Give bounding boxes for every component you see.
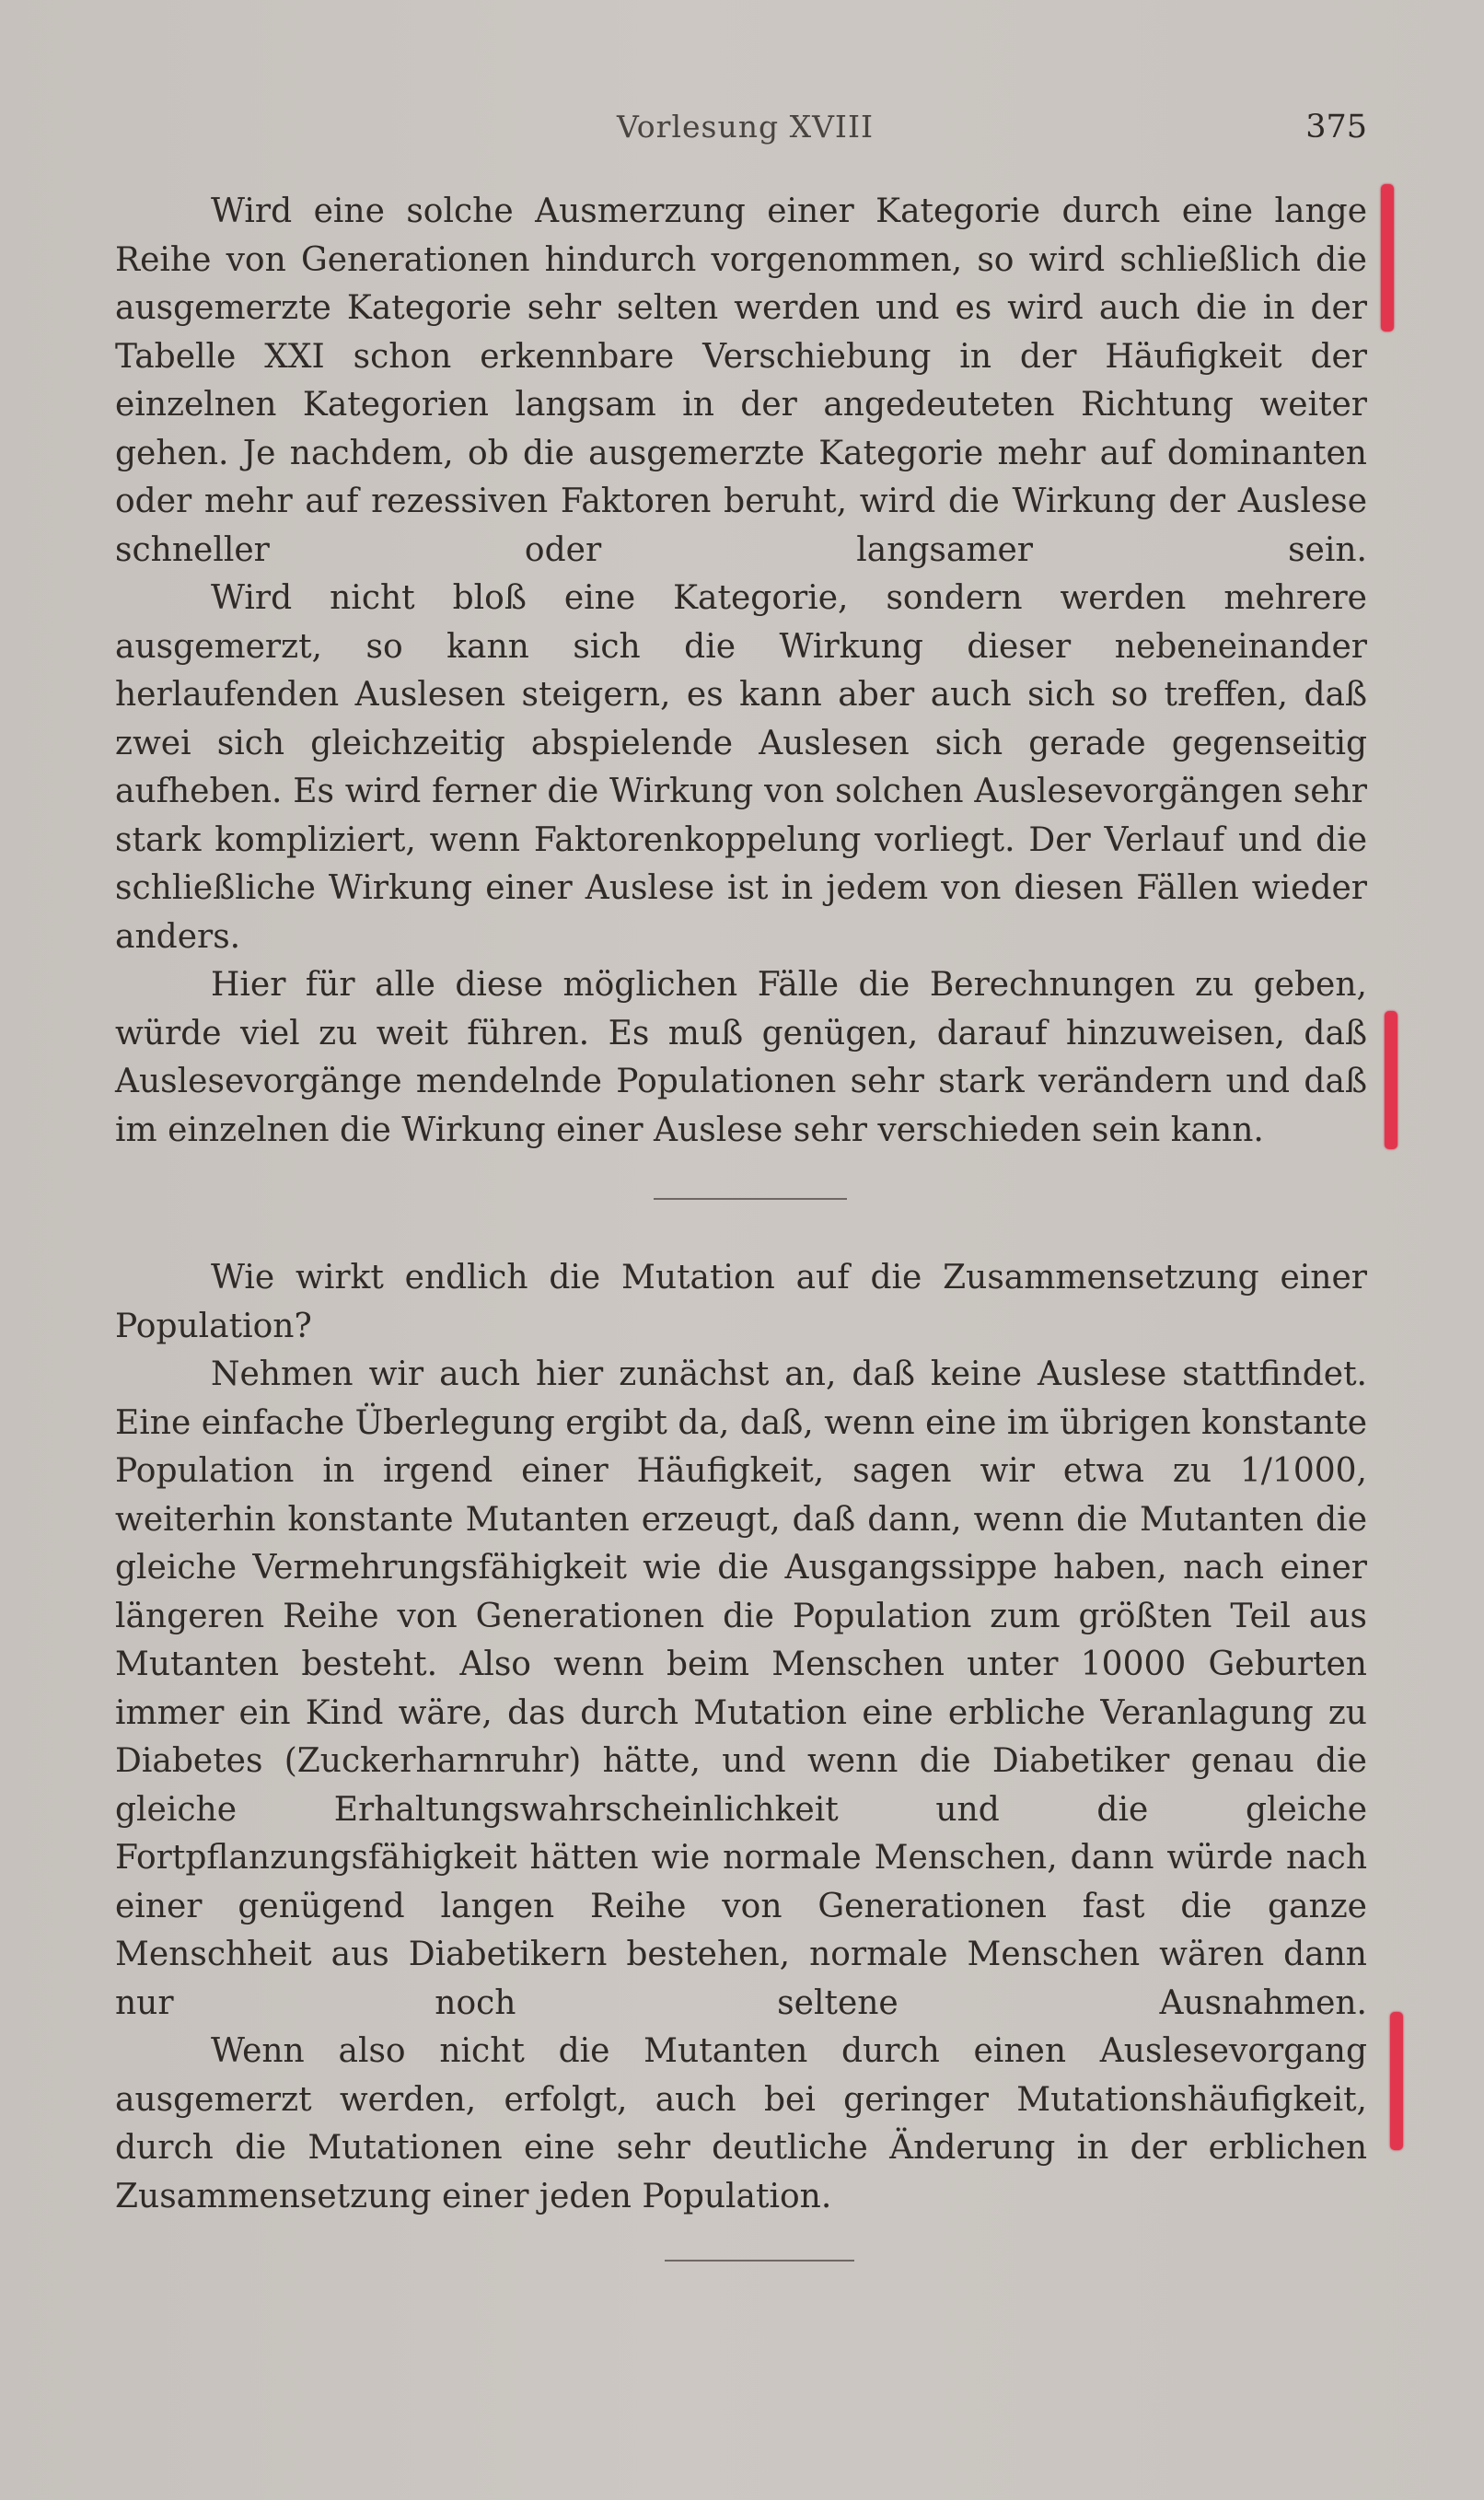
section-divider — [654, 1198, 847, 1200]
running-title: Vorlesung XVIII — [617, 109, 875, 145]
highlight-marker — [1390, 2012, 1403, 2150]
paragraph: Wird nicht bloß eine Kategorie, sondern werden mehrere ausgemerzt, so kann sich die Wirkung dieser nebeneinander herlaufenden Auslesen steigern, es kann aber auch sich so treffen, daß zwei sich gleichzeitig abspielende Auslesen sich gerade gegenseitig aufheben. Es wird ferner die Wirkung von solchen Auslesevorgängen sehr stark kompliziert, wenn Faktorenkoppelung vorliegt. Der Verlauf und die schließliche Wirkung einer Auslese ist in jedem von diesen Fällen wieder anders. — [115, 579, 1367, 956]
paragraph: Wie wirkt endlich die Mutation auf die Zusammensetzung einer Population? — [115, 1259, 1367, 1345]
section-divider — [665, 2260, 854, 2262]
paragraph: Hier für alle diese möglichen Fälle die Berechnungen zu geben, würde viel zu weit führen. Es muß genügen, darauf hinzuweisen, daß Auslesevorgänge mendelnde Populationen sehr stark verändern und daß im einzelnen die Wirkung einer Auslese sehr verschieden sein kann. — [115, 966, 1367, 1149]
paragraph: Nehmen wir auch hier zunächst an, daß keine Auslese stattfindet. Eine einfache Überlegung ergibt da, daß, wenn eine im übrigen konstante Population in irgend einer Häufigkeit, sagen wir etwa zu 1/1000, weiterhin konstante Mutanten erzeugt, daß dann, wenn die Mutanten die gleiche Vermehrungsfähigkeit wie die Ausgangssippe haben, nach einer längeren Reihe von Generationen die Population zum größten Teil aus Mutanten besteht. Also wenn beim Menschen unter 10000 Geburten immer ein Kind wäre, das durch Mutation eine erbliche Veranlagung zu Diabetes (Zuckerharnruhr) hätte, und wenn die Diabetiker genau die gleiche Erhaltungswahrscheinlichkeit und die gleiche Fortpflanzungsfähigkeit hätten wie normale Menschen, dann würde nach einer genügend langen Reihe von Generationen fast die ganze Menschheit aus Diabetikern bestehen, normale Menschen wären dann nur noch seltene Ausnahmen. — [115, 1355, 1367, 2022]
paragraph: Wird eine solche Ausmerzung einer Kategorie durch eine lange Reihe von Generationen hindurch vorgenommen, so wird schließlich die ausgemerzte Kategorie sehr selten werden und es wird auch die in der Tabelle XXI schon erkennbare Verschiebung in der Häufigkeit der einzelnen Kategorien langsam in der angedeuteten Richtung weiter gehen. Je nachdem, ob die ausgemerzte Kategorie mehr auf dominanten oder mehr auf rezessiven Faktoren beruht, wird die Wirkung der Auslese schneller oder langsamer sein. — [115, 192, 1367, 569]
section-auslese — [115, 188, 1367, 1155]
page-number: 375 — [1305, 109, 1367, 145]
highlight-marker — [1385, 1011, 1397, 1149]
paragraph: Wenn also nicht die Mutanten durch einen Auslesevorgang ausgemerzt werden, erfolgt, auch bei geringer Mutationshäufigkeit, durch die Mutationen eine sehr deutliche Änderung in der erblichen Zusammensetzung einer jeden Population. — [115, 2032, 1367, 2215]
section-mutation — [115, 1254, 1367, 2221]
highlight-marker — [1381, 184, 1394, 331]
running-header — [115, 109, 1367, 155]
